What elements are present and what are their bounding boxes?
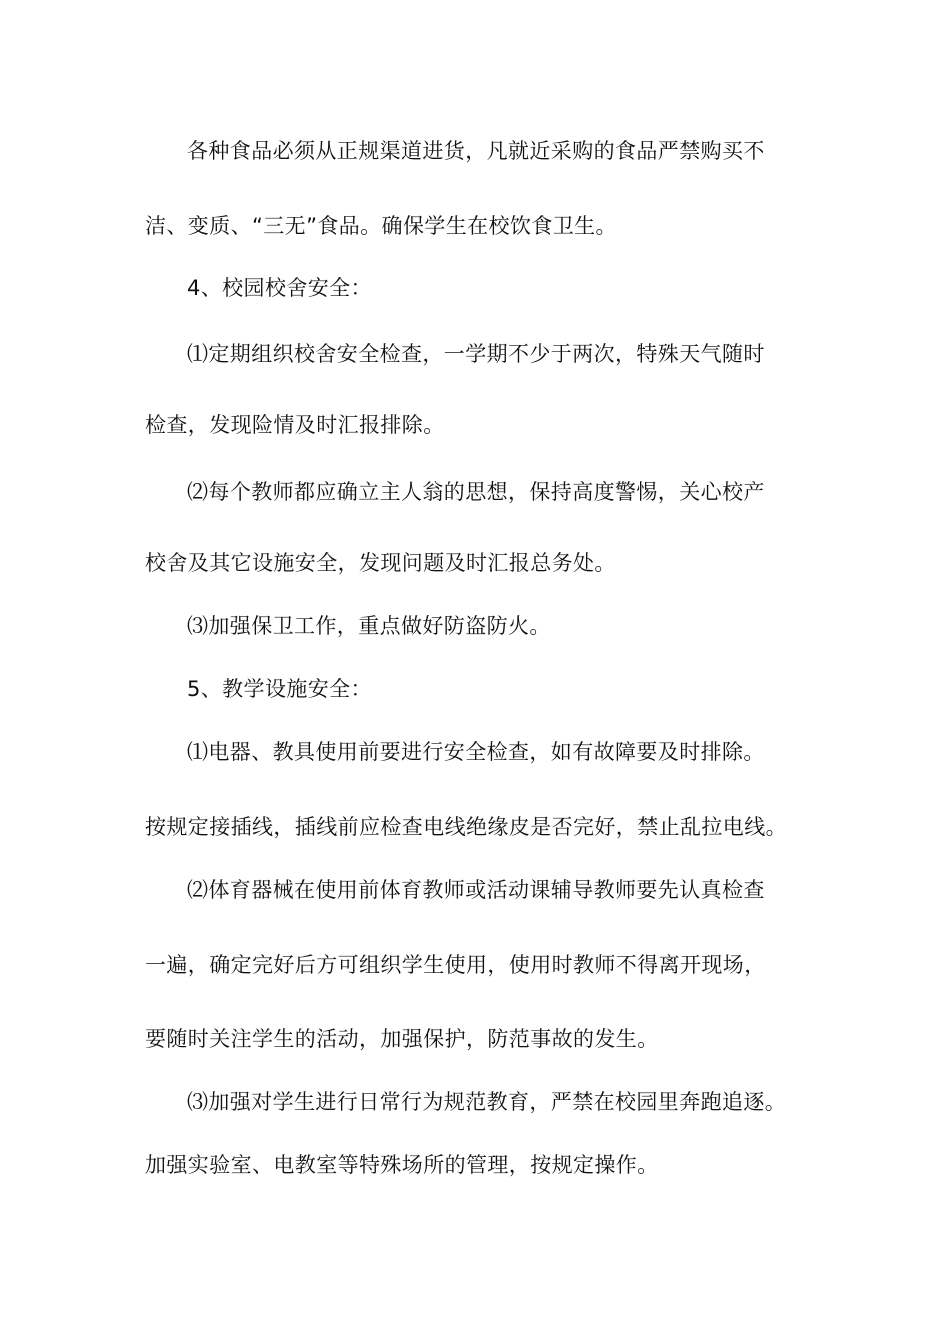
paragraph-line: 校舍及其它设施安全，发现问题及时汇报总务处。 [145, 551, 616, 575]
paragraph-line: 各种食品必须从正规渠道进货，凡就近采购的食品严禁购买不 [187, 139, 765, 163]
paragraph-line: ⑴电器、教具使用前要进行安全检查，如有故障要及时排除。 [187, 740, 765, 764]
paragraph-line: 加强实验室、电教室等特殊场所的管理，按规定操作。 [145, 1153, 659, 1177]
paragraph-line: 检查，发现险情及时汇报排除。 [145, 413, 445, 437]
paragraph-line: ⑵体育器械在使用前体育教师或活动课辅导教师要先认真检查 [187, 878, 765, 902]
paragraph-line: 按规定接插线，插线前应检查电线绝缘皮是否完好，禁止乱拉电线。 [145, 815, 787, 839]
paragraph-line: ⑵每个教师都应确立主人翁的思想，保持高度警惕，关心校产 [187, 480, 765, 504]
paragraph-line: 一遍，确定完好后方可组织学生使用，使用时教师不得离开现场， [145, 953, 766, 977]
paragraph-line: ⑴定期组织校舍安全检查，一学期不少于两次，特殊天气随时 [187, 342, 765, 366]
section-heading: 4、校园校舍安全： [187, 276, 372, 300]
section-heading: 5、教学设施安全： [187, 677, 372, 701]
paragraph-line: ⑶加强对学生进行日常行为规范教育，严禁在校园里奔跑追逐。 [187, 1090, 787, 1114]
paragraph-line: 洁、变质、“三无”食品。确保学生在校饮食卫生。 [145, 214, 617, 238]
paragraph-line: ⑶加强保卫工作，重点做好防盗防火。 [187, 614, 551, 638]
paragraph-line: 要随时关注学生的活动，加强保护，防范事故的发生。 [145, 1027, 659, 1051]
